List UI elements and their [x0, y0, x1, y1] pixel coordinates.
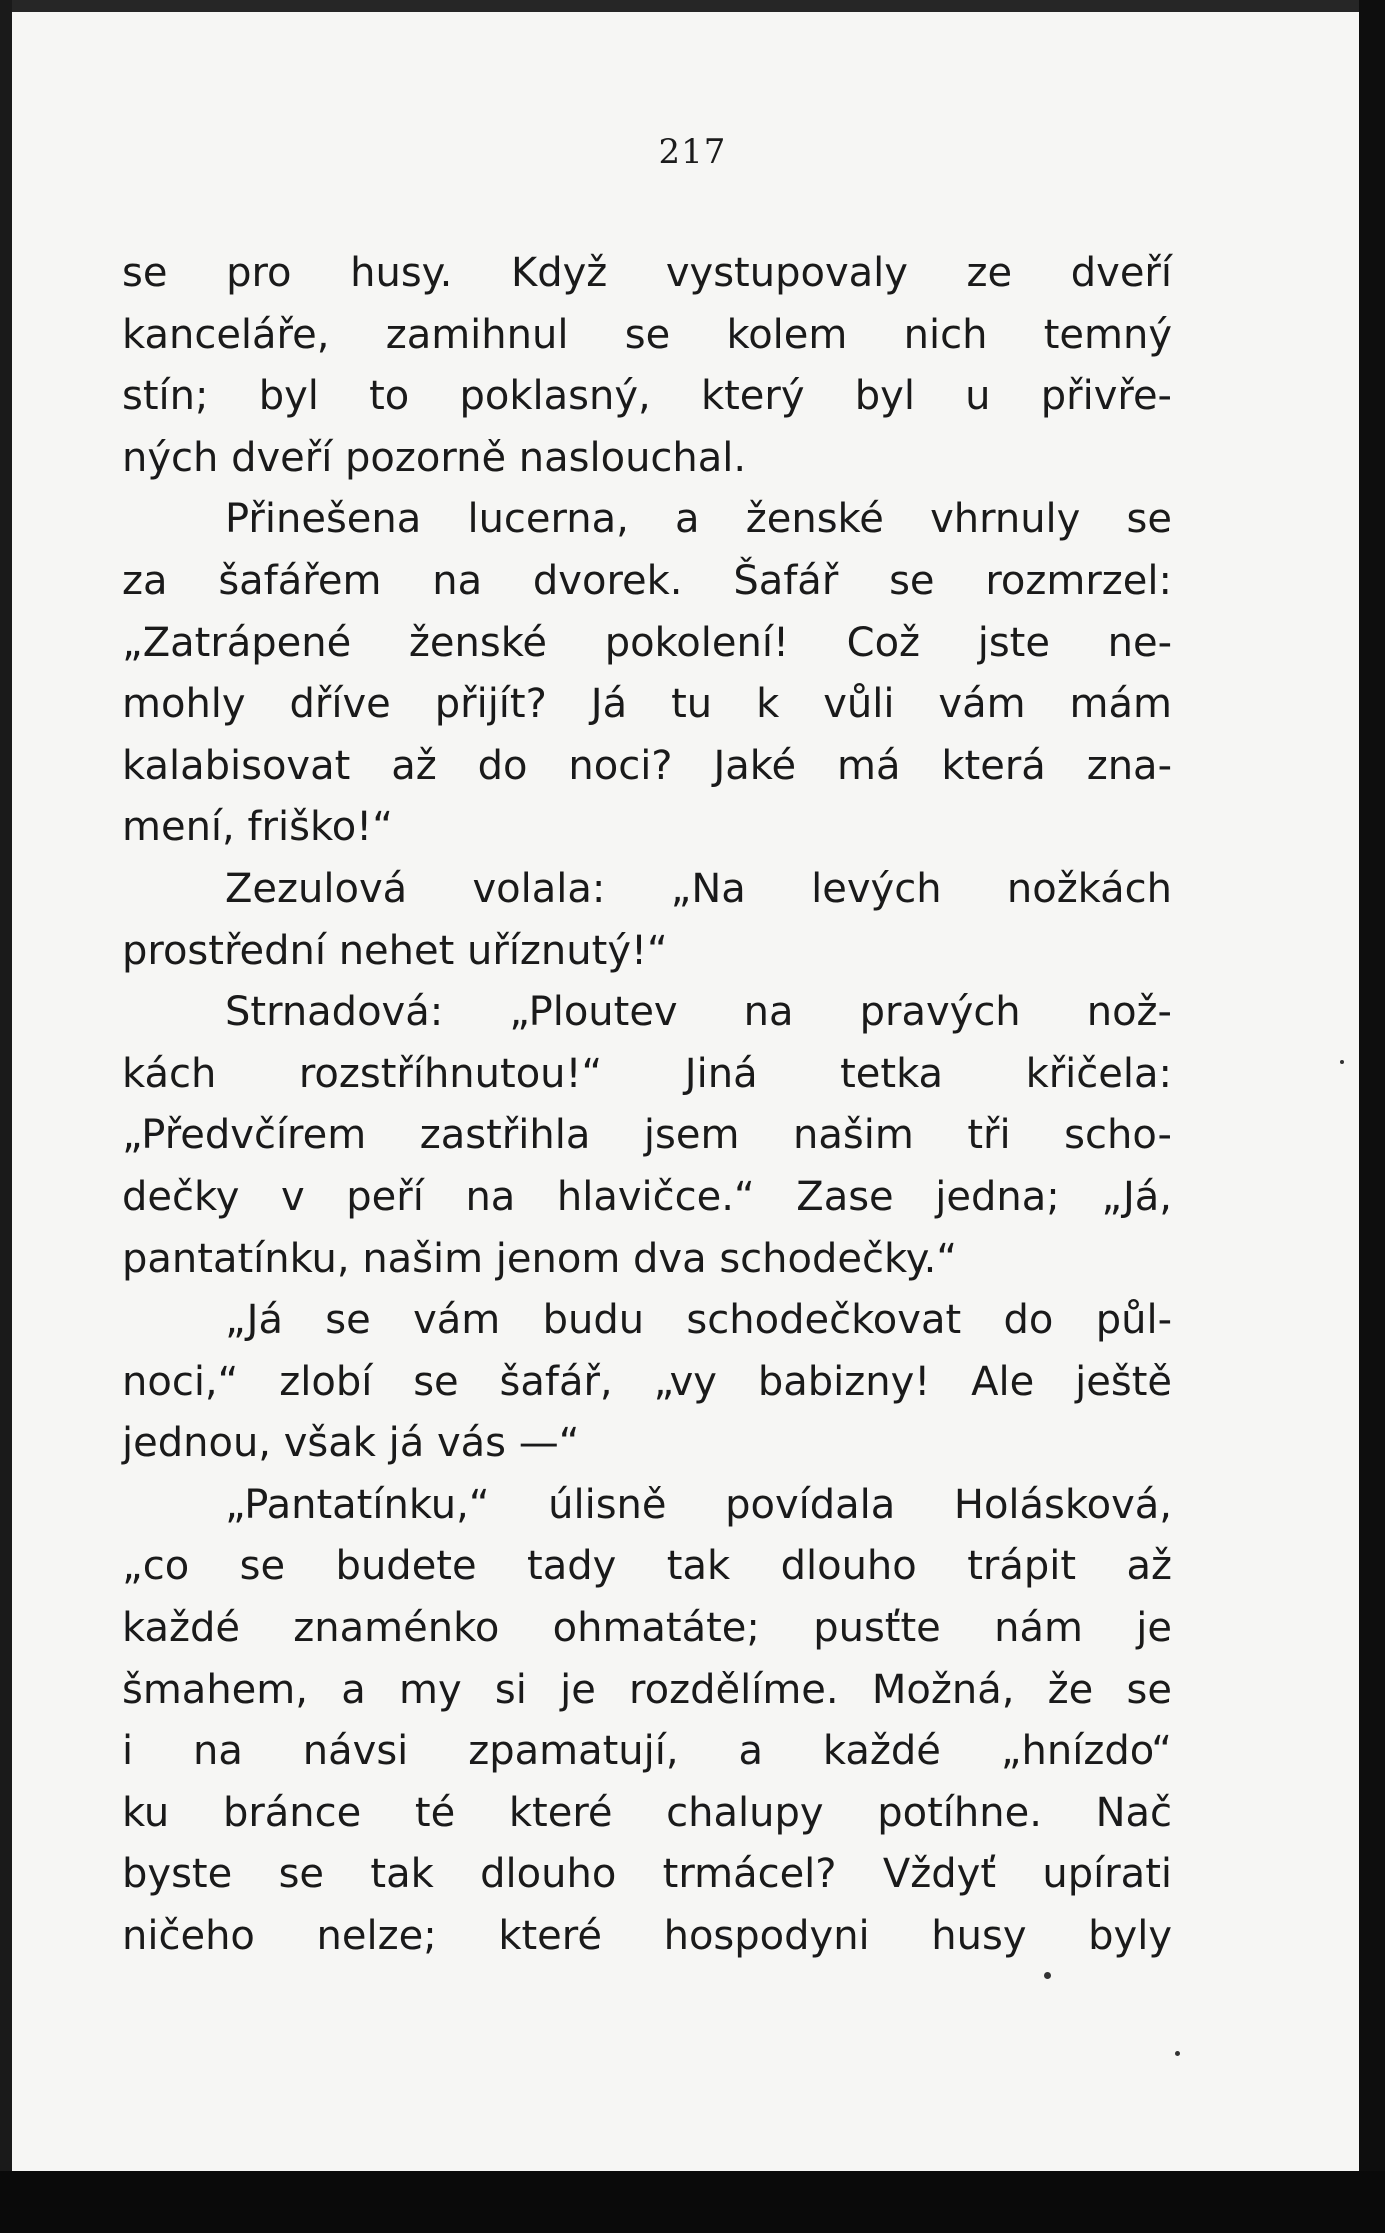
paper-speck	[1044, 1972, 1051, 1979]
text-line: „Předvčírem zastřihla jsem našim tři scho-	[122, 1112, 1172, 1159]
text-line: Zezulová volala: „Na levých nožkách	[225, 865, 1172, 912]
text-line: kalabisovat až do noci? Jaké má která zna-	[122, 742, 1172, 789]
text-line: „Já se vám budu schodečkovat do půl-	[225, 1297, 1172, 1344]
text-line: ku bránce té které chalupy potíhne. Nač	[122, 1789, 1172, 1836]
text-line: jednou, však já vás —“	[122, 1420, 580, 1467]
paper-speck	[1175, 2051, 1180, 2056]
scan-border-bottom	[0, 2171, 1385, 2233]
paper-speck	[1340, 1060, 1344, 1064]
text-line: i na návsi zpamatují, a každé „hnízdo“	[122, 1728, 1172, 1775]
text-line: mení, friško!“	[122, 804, 393, 851]
text-line: Strnadová: „Ploutev na pravých nož-	[225, 989, 1172, 1036]
text-line: prostřední nehet uříznutý!“	[122, 927, 668, 974]
body-text	[122, 243, 1172, 1968]
text-line: „co se budete tady tak dlouho trápit až	[122, 1543, 1172, 1590]
scan-border-left	[0, 0, 12, 2233]
text-line: mohly dříve přijít? Já tu k vůli vám mám	[122, 681, 1172, 728]
text-line: za šafářem na dvorek. Šafář se rozmrzel:	[122, 557, 1172, 604]
text-line: Přinešena lucerna, a ženské vhrnuly se	[225, 496, 1172, 543]
text-line: stín; byl to poklasný, který byl u přivře-	[122, 373, 1172, 420]
text-line: kanceláře, zamihnul se kolem nich temný	[122, 311, 1172, 358]
text-line: kách rozstříhnutou!“ Jiná tetka křičela:	[122, 1050, 1172, 1097]
text-line: „Pantatínku,“ úlisně povídala Holásková,	[225, 1481, 1172, 1528]
text-line: pantatínku, našim jenom dva schodečky.“	[122, 1235, 958, 1282]
text-line: ničeho nelze; které hospodyni husy byly	[122, 1913, 1172, 1960]
scan-border-right	[1359, 0, 1385, 2233]
text-line: každé znaménko ohmatáte; pusťte nám je	[122, 1605, 1172, 1652]
text-line: noci,“ zlobí se šafář, „vy babizny! Ale ještě	[122, 1358, 1172, 1405]
page-number: 217	[658, 132, 727, 172]
text-line: dečky v peří na hlavičce.“ Zase jedna; „Já,	[122, 1173, 1172, 1220]
scan-border-top	[0, 0, 1385, 12]
text-line: „Zatrápené ženské pokolení! Což jste ne-	[122, 619, 1172, 666]
text-line: se pro husy. Když vystupovaly ze dveří	[122, 250, 1172, 296]
text-line: ných dveří pozorně naslouchal.	[122, 434, 747, 481]
text-line: byste se tak dlouho trmácel? Vždyť upírati	[122, 1851, 1172, 1898]
text-line: šmahem, a my si je rozdělíme. Možná, že se	[122, 1666, 1172, 1713]
